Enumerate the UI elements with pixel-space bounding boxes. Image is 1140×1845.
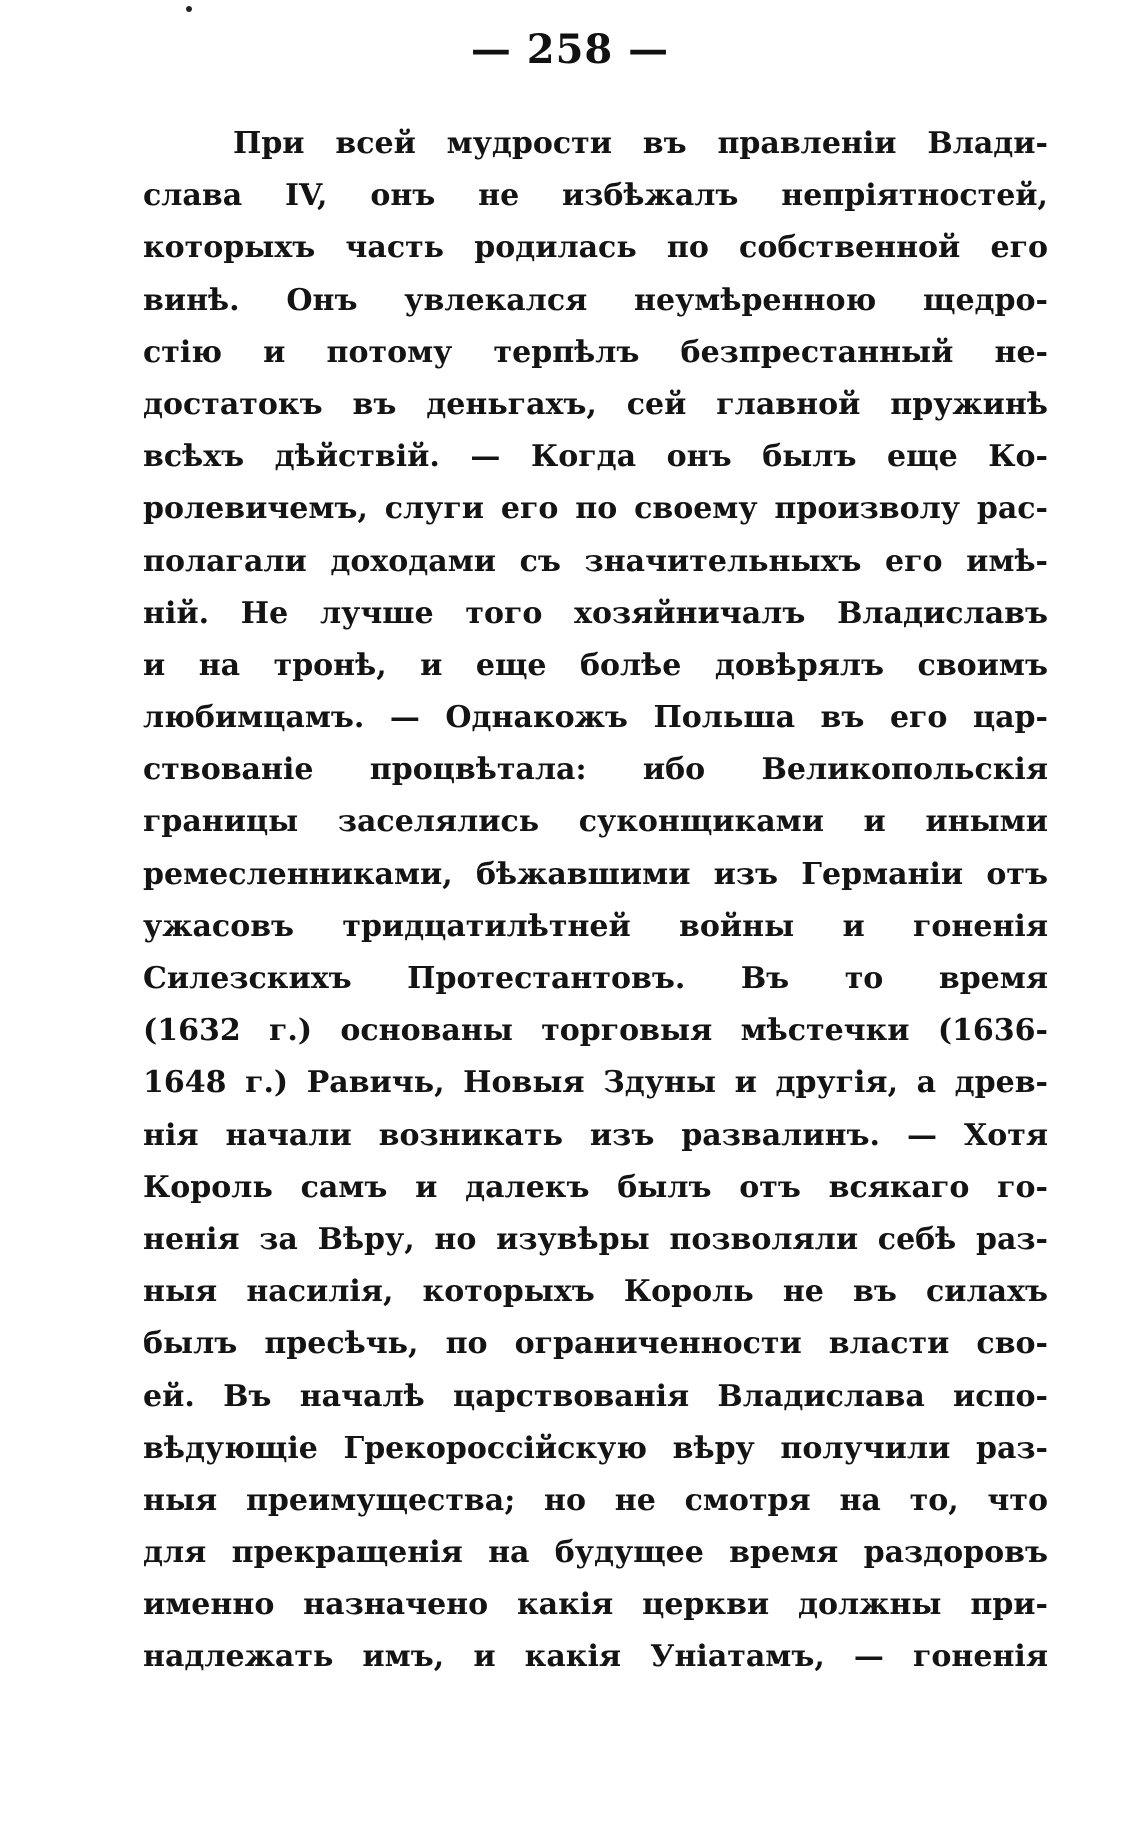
text-line: всѣхъ дѣйствій. — Когда онъ былъ еще Ко- (143, 439, 1048, 475)
text-line: 1648 г.) Равичь, Новыя Здуны и другія, а древ- (143, 1065, 1048, 1101)
text-line: ремесленниками, бѣжавшими изъ Германіи отъ (143, 856, 1048, 892)
text-line: достатокъ въ деньгахъ, сей главной пружинѣ (143, 386, 1048, 422)
text-line: (1632 г.) основаны торговыя мѣстечки (1636- (143, 1013, 1048, 1049)
text-line: именно назначено какія церкви должны при- (143, 1587, 1048, 1623)
text-line: для прекращенія на будущее время раздоровъ (143, 1535, 1048, 1571)
text-line: и на тронѣ, и еще болѣе довѣрялъ своимъ (143, 647, 1048, 683)
text-line: ныя преимущества; но не смотря на то, что (143, 1482, 1048, 1518)
text-line: Силезскихъ Протестантовъ. Въ то время (143, 961, 1048, 996)
text-line: надлежать имъ, и какія Уніатамъ, — гоненія (143, 1639, 1048, 1675)
text-line: вѣдующіе Грекороссійскую вѣру получили раз- (143, 1430, 1048, 1466)
text-line: ужасовъ тридцатилѣтней войны и гоненія (143, 908, 1048, 944)
text-line: былъ пресѣчь, по ограниченности власти сво- (143, 1326, 1048, 1362)
text-line: которыхъ часть родилась по собственной его (143, 230, 1048, 266)
text-line: ній. Не лучше того хозяйничалъ Владиславъ (143, 595, 1048, 631)
text-line: Король самъ и далекъ былъ отъ всякаго го- (143, 1169, 1048, 1205)
text-line: При всей мудрости въ правленіи Влади- (233, 126, 1048, 161)
text-line: ролевичемъ, слуги его по своему произволу рас- (143, 491, 1048, 527)
text-line: ей. Въ началѣ царствованія Владислава испо- (143, 1378, 1048, 1414)
text-line: ныя насилія, которыхъ Король не въ силахъ (143, 1274, 1048, 1310)
text-line: нія начали возникать изъ развалинъ. — Хотя (143, 1117, 1048, 1153)
text-line: любимцамъ. — Однакожъ Польша въ его цар- (143, 700, 1048, 736)
text-line: ствованіе процвѣтала: ибо Великопольскія (143, 752, 1048, 788)
text-line: слава IV, онъ не избѣжалъ непріятностей, (143, 178, 1048, 214)
page-number: — 258 — (470, 26, 670, 73)
text-line: полагали доходами съ значительныхъ его имѣ- (143, 543, 1048, 579)
text-line: границы заселялись суконщиками и иными (143, 804, 1048, 840)
text-line: винѣ. Онъ увлекался неумѣренною щедро- (143, 282, 1048, 318)
text-line: стію и потому терпѣлъ безпрестанный не- (143, 334, 1048, 370)
body-text (143, 118, 1048, 1684)
text-line: ненія за Вѣру, но изувѣры позволяли себѣ раз- (143, 1221, 1048, 1257)
print-speck (186, 6, 192, 12)
